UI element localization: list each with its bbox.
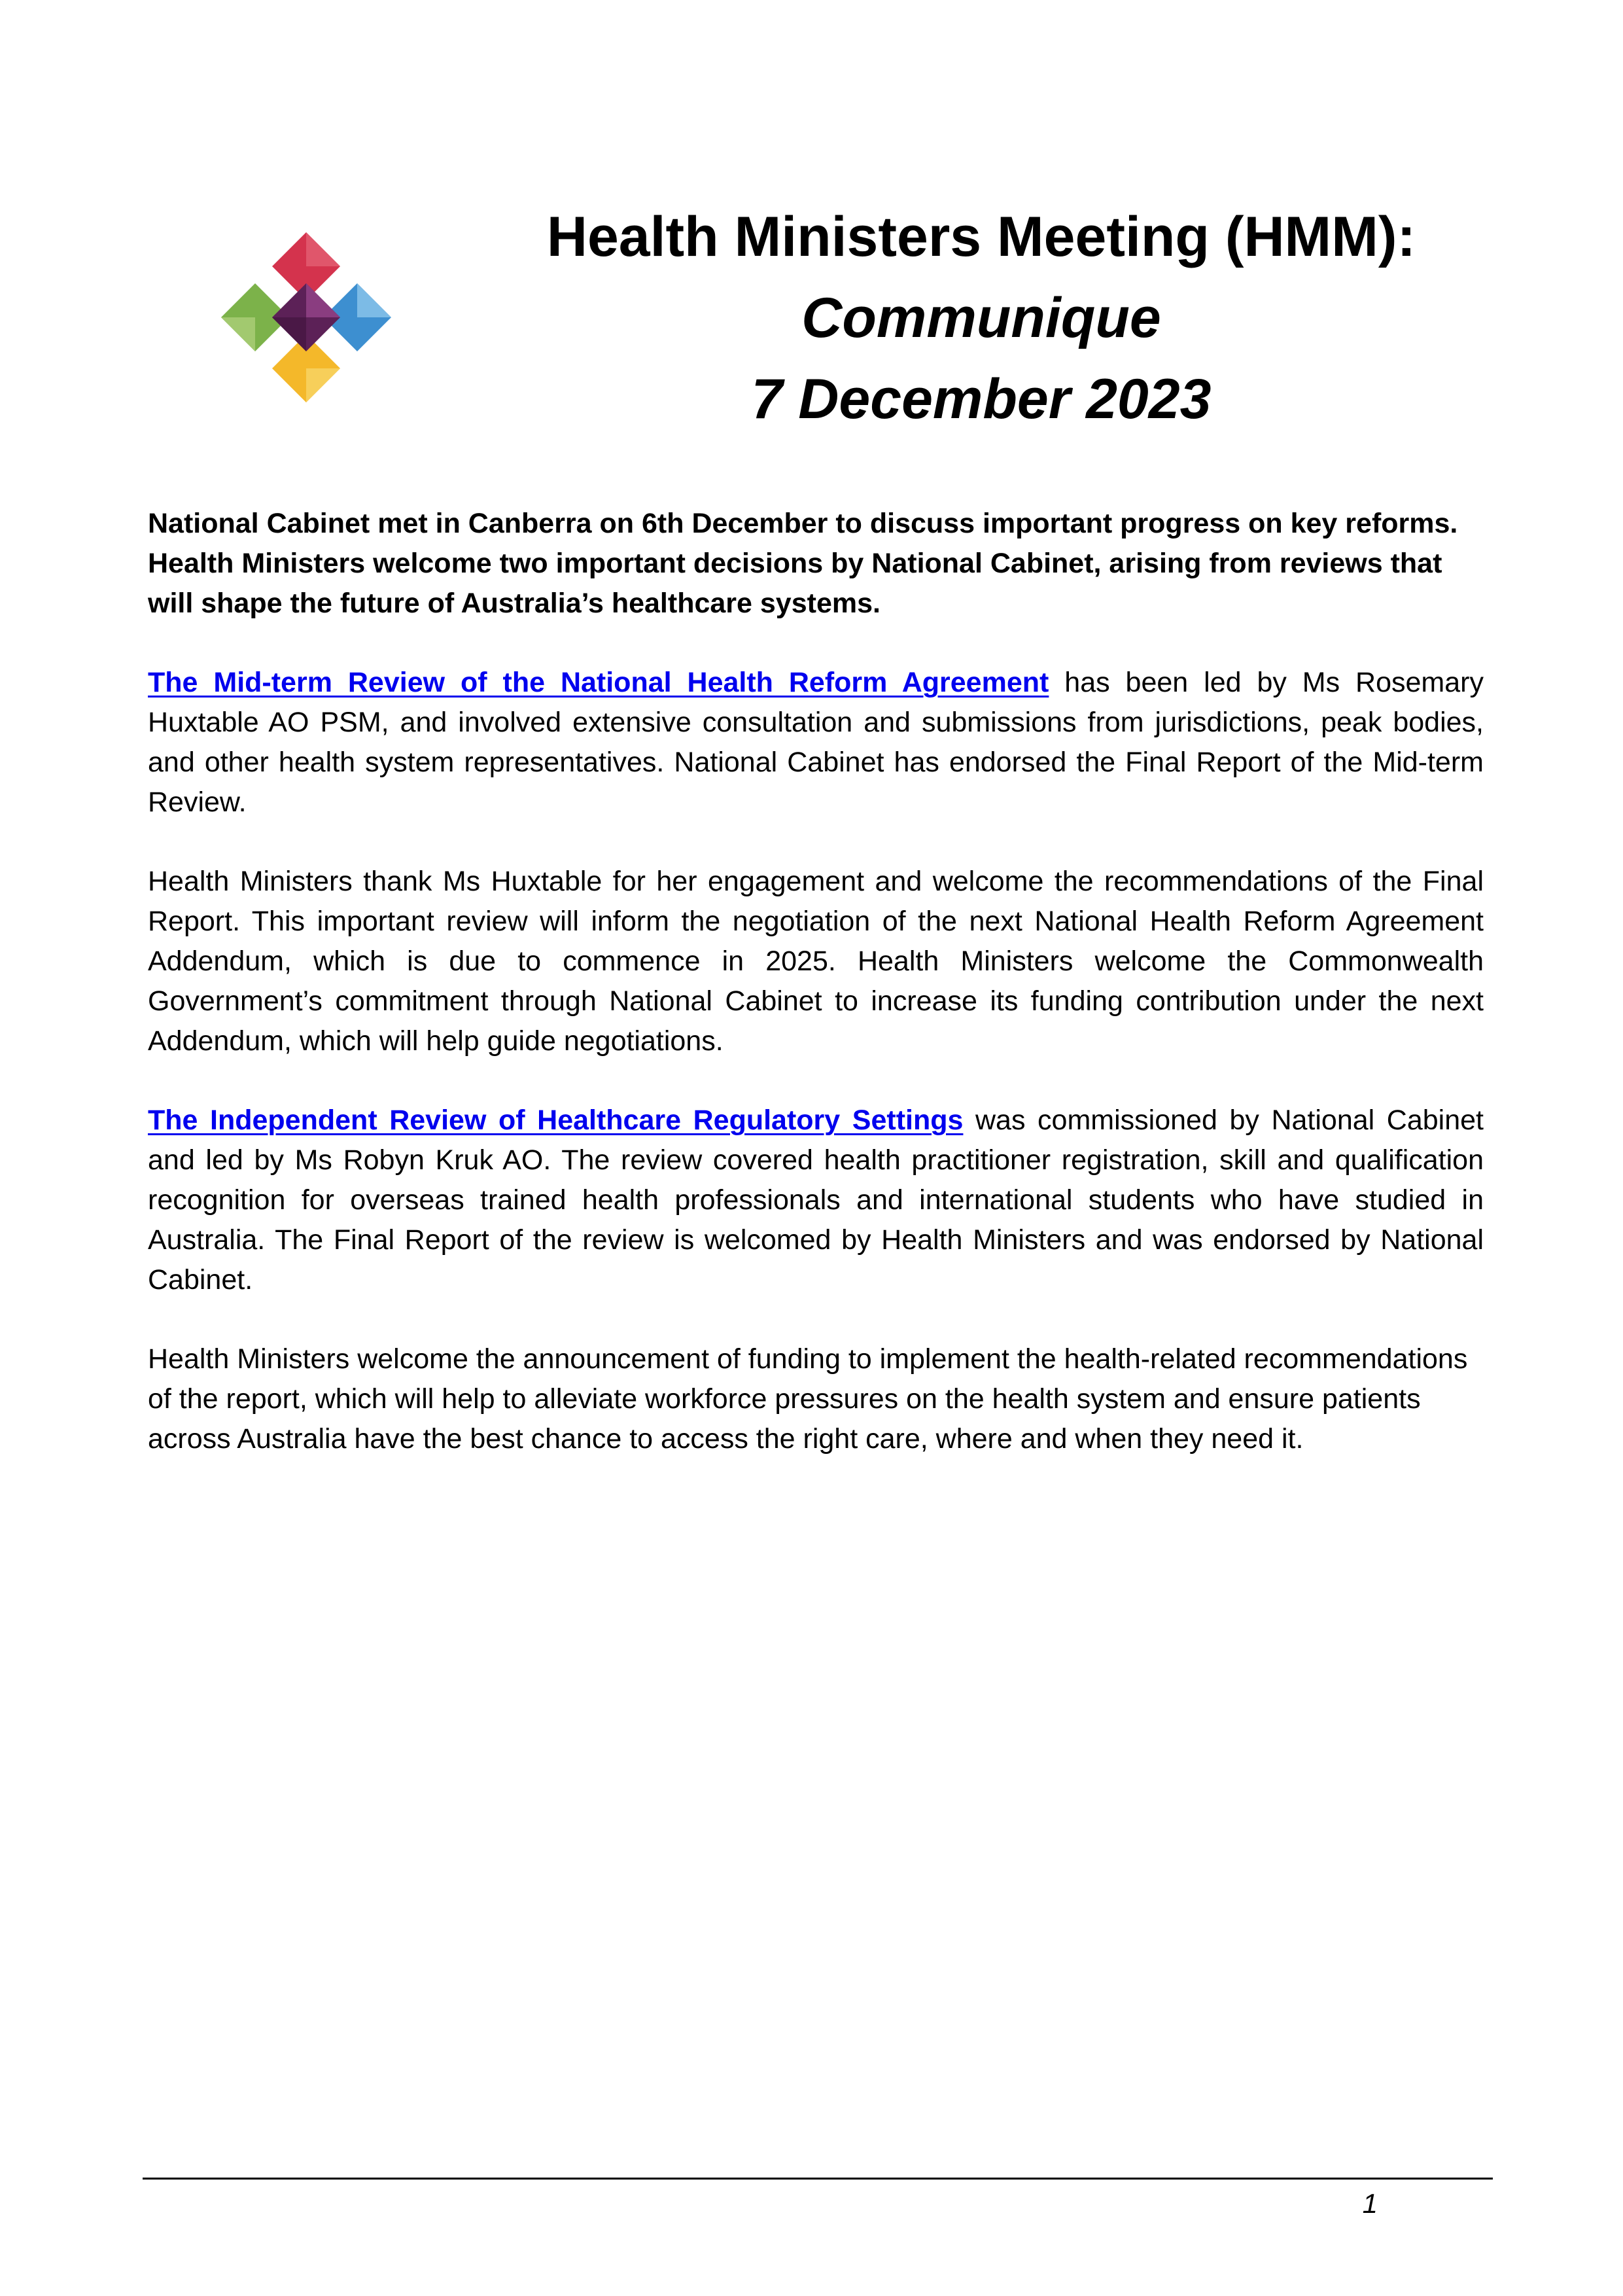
paragraph-funding-announcement: Health Ministers welcome the announcement of funding to implement the health-related recommendations of the report, which will help to alleviate workforce pressures on the health system and ensure patients across Australia have the best chance to access the right care, where and when they need it.	[148, 1343, 1468, 1455]
mid-term-review-link[interactable]: The Mid-term Review of the National Health Reform Agreement	[148, 667, 1049, 698]
page-title: Health Ministers Meeting (HMM):	[546, 205, 1416, 268]
page-number: 1	[1362, 2188, 1378, 2219]
hmm-diamond-logo-icon	[221, 232, 391, 402]
paragraph-text: has been led by Ms Rosemary Huxtable AO PSM, and involved extensive consultation and submissions from jurisdictions, peak bodies, and other health system representatives. National Cabinet has endorsed the Final Report of the Mid-term Review.	[148, 667, 1484, 818]
document-date: 7 December 2023	[751, 368, 1212, 431]
paragraph-text: was commissioned by National Cabinet and led by Ms Robyn Kruk AO. The review covered health practitioner registration, skill and qualification recognition for overseas trained health professionals and international students who have studied in Australia. The Final Report of the review is welcomed by Health Ministers and was endorsed by National Cabinet.	[148, 1104, 1484, 1296]
independent-review-link[interactable]: The Independent Review of Healthcare Regulatory Settings	[148, 1104, 964, 1136]
paragraph-final-report: Health Ministers thank Ms Huxtable for her engagement and welcome the recommendations of the Final Report. This important review will inform the negotiation of the next National Health Reform Agreement Addendum, which is due to commence in 2025. Health Ministers welcome the Commonwealth Government’s commitment through National Cabinet to increase its funding contribution under the next Addendum, which will help guide negotiations.	[148, 866, 1484, 1057]
document-type: Communique	[801, 287, 1161, 349]
paragraph-mid-term-review	[148, 663, 1484, 822]
intro-paragraph: National Cabinet met in Canberra on 6th December to discuss important progress on key reforms. Health Ministers welcome two important decisions by National Cabinet, arising from reviews that will shape the future of Australia’s healthcare systems.	[148, 508, 1458, 619]
footer-divider	[143, 2178, 1493, 2180]
title-block	[458, 196, 1505, 440]
paragraph-independent-review	[148, 1101, 1484, 1300]
document-body	[148, 504, 1484, 1498]
